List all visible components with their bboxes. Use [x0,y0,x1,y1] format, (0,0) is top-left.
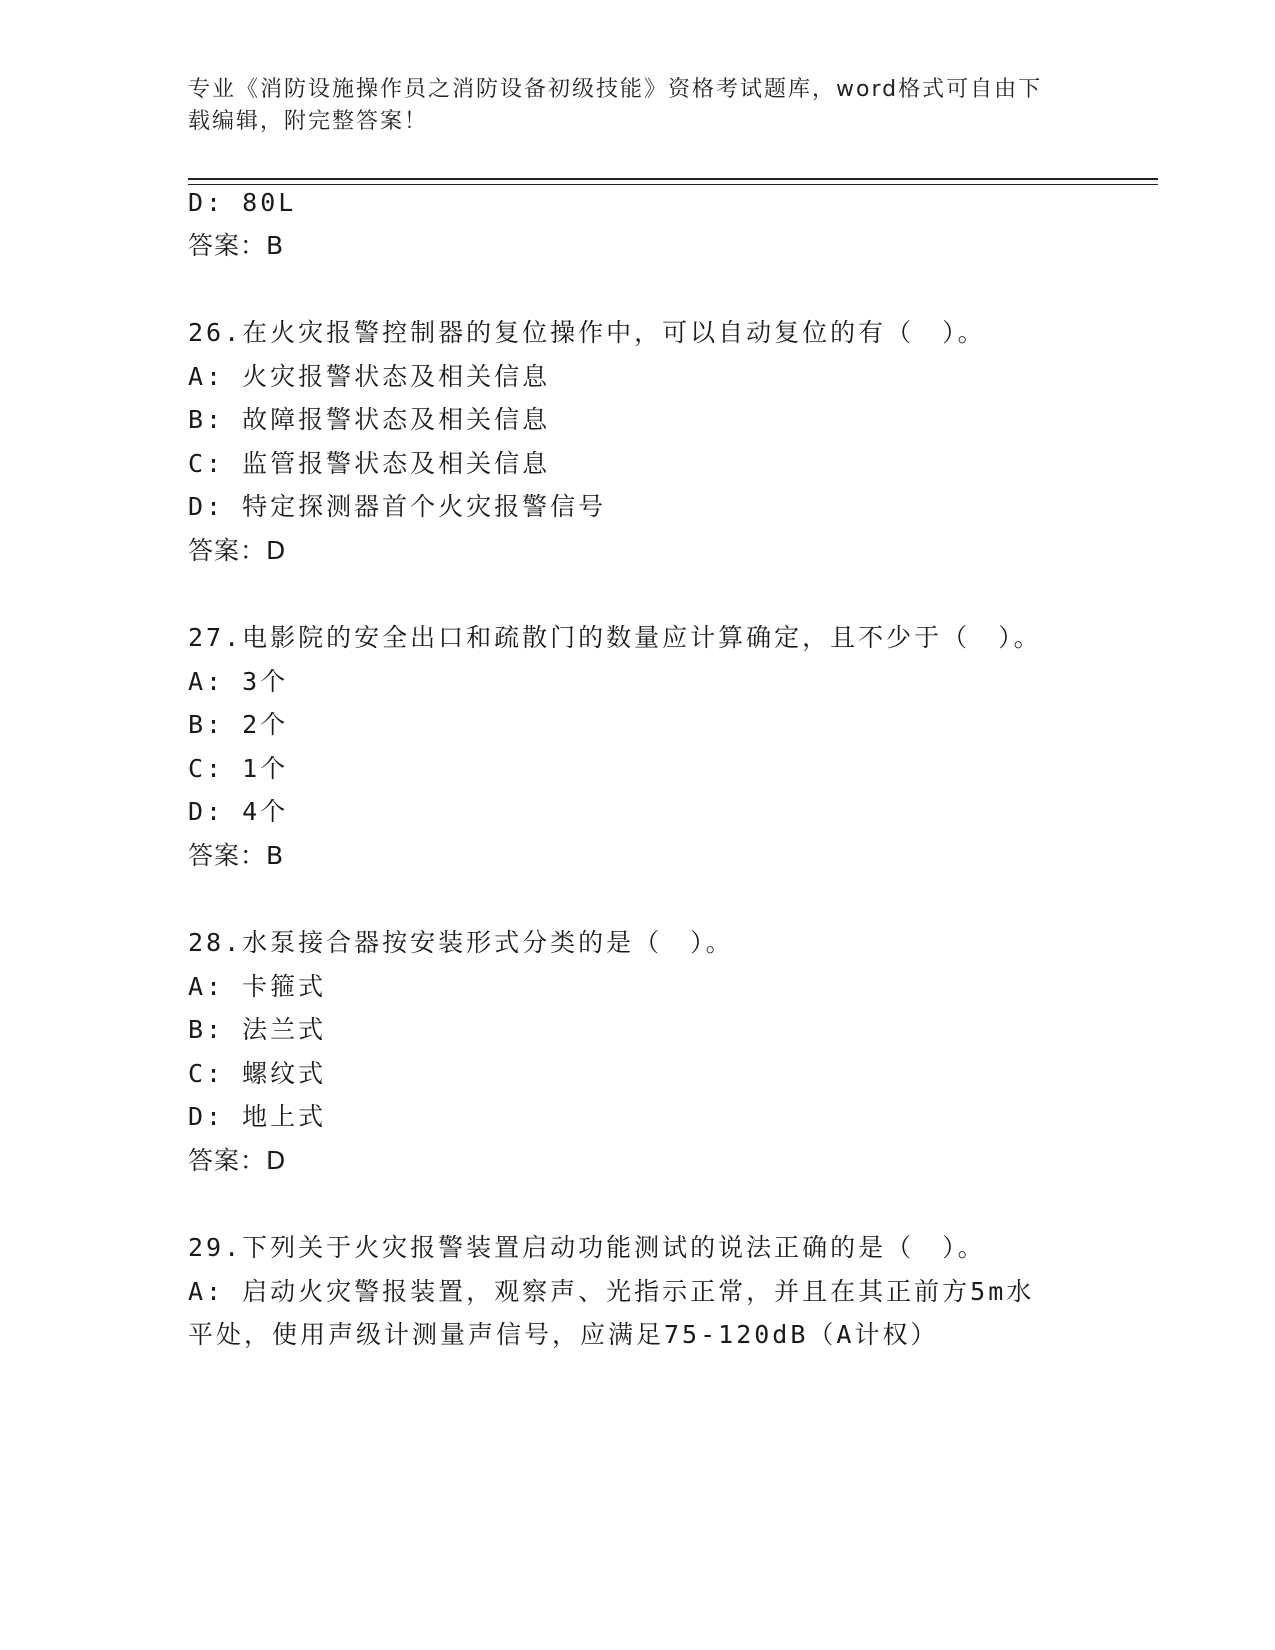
question-28-option-d: D: 地上式 [188,1102,327,1131]
question-28-answer: 答案：D [188,1146,287,1175]
question-26-option-c: C: 监管报警状态及相关信息 [188,449,551,478]
question-29-stem: 29.下列关于火灾报警装置启动功能测试的说法正确的是（ ）。 [188,1233,986,1262]
question-27-option-d: D: 4个 [188,797,289,826]
question-26-option-d: D: 特定探测器首个火灾报警信号 [188,492,607,521]
question-28-stem: 28.水泵接合器按安装形式分类的是（ ）。 [188,928,734,957]
question-28-option-a: A: 卡箍式 [188,972,327,1001]
question-27-answer: 答案：B [188,841,285,870]
page-header [188,74,1088,138]
question-29-option-a-continued: 平处，使用声级计测量声信号，应满足75-120dB（A计权） [188,1320,939,1349]
header-line-1: 专业《消防设施操作员之消防设备初级技能》资格考试题库，word格式可自由下 [188,77,1043,102]
question-26-option-a: A: 火灾报警状态及相关信息 [188,362,551,391]
question-27-option-a: A: 3个 [188,667,289,696]
question-26-stem: 26.在火灾报警控制器的复位操作中，可以自动复位的有（ ）。 [188,318,986,347]
question-27-stem: 27.电影院的安全出口和疏散门的数量应计算确定，且不少于（ ）。 [188,623,1042,652]
header-divider [188,178,1158,180]
question-28-option-c: C: 螺纹式 [188,1059,327,1088]
question-26-answer: 答案：D [188,536,287,565]
question-27-option-c: C: 1个 [188,754,289,783]
question-26-option-b: B: 故障报警状态及相关信息 [188,405,551,434]
question-27-option-b: B: 2个 [188,710,289,739]
header-line-2: 载编辑，附完整答案！ [188,109,429,134]
header-divider-thin [188,184,1158,185]
question-29-option-a: A: 启动火灾警报装置，观察声、光指示正常，并且在其正前方5m水 [188,1277,1035,1306]
prev-answer: 答案：B [188,231,285,260]
question-28-option-b: B: 法兰式 [188,1015,327,1044]
prev-option-d: D: 80L [188,188,297,217]
